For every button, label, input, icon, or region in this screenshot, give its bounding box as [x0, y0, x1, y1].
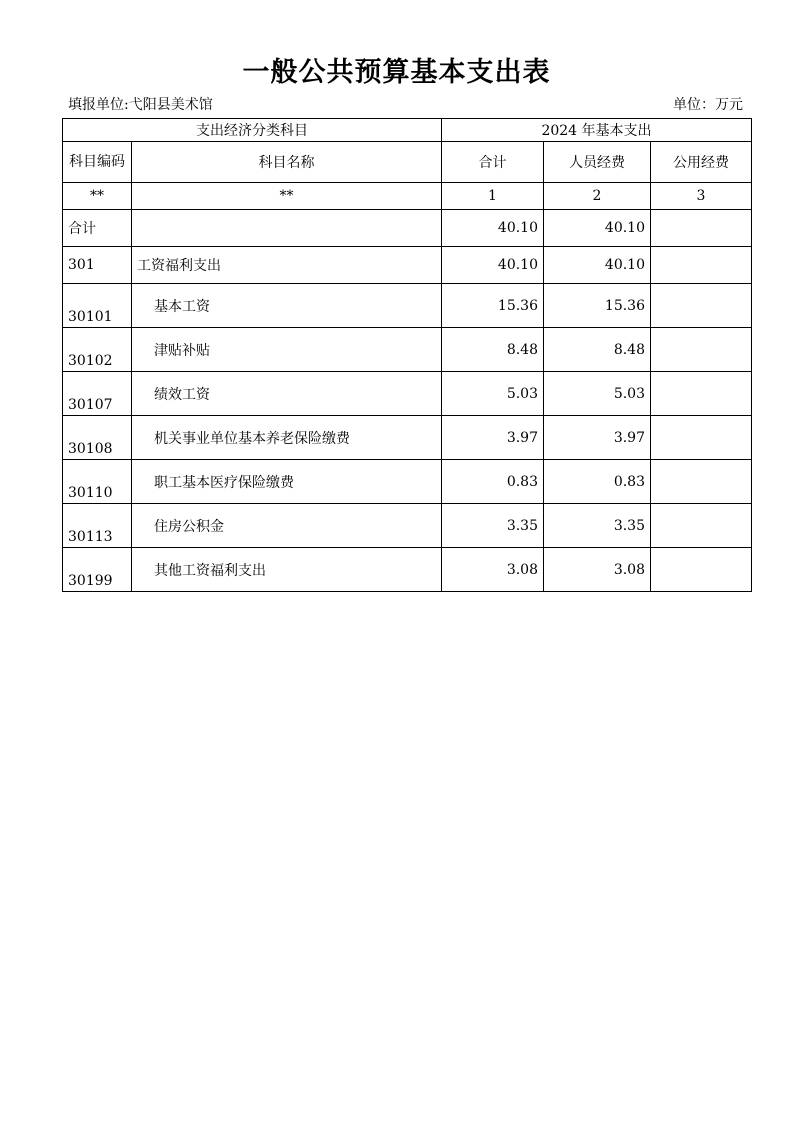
row-personnel: 3.35	[544, 504, 651, 548]
header-code: 科目编码	[63, 142, 132, 183]
row-public	[651, 328, 752, 372]
row-code: 30101	[63, 284, 132, 328]
row-total: 3.97	[442, 416, 544, 460]
row-total: 3.08	[442, 548, 544, 592]
row-code: 30110	[63, 460, 132, 504]
table-row	[63, 284, 752, 328]
index-cell: **	[63, 183, 132, 210]
table-row	[63, 548, 752, 592]
row-personnel: 5.03	[544, 372, 651, 416]
row-public	[651, 548, 752, 592]
header-group-left: 支出经济分类科目	[63, 119, 442, 142]
row-name: 其他工资福利支出	[132, 548, 442, 592]
row-code: 30113	[63, 504, 132, 548]
table-row	[63, 372, 752, 416]
row-name	[132, 210, 442, 247]
table-row	[63, 460, 752, 504]
table-row	[63, 247, 752, 284]
row-public	[651, 247, 752, 284]
unit-label: 单位：万元	[673, 97, 743, 113]
row-code: 30108	[63, 416, 132, 460]
row-personnel: 8.48	[544, 328, 651, 372]
table-row	[63, 328, 752, 372]
row-name: 津贴补贴	[132, 328, 442, 372]
row-public	[651, 416, 752, 460]
row-name: 职工基本医疗保险缴费	[132, 460, 442, 504]
row-personnel: 3.97	[544, 416, 651, 460]
row-total: 3.35	[442, 504, 544, 548]
header-name: 科目名称	[132, 142, 442, 183]
row-name: 住房公积金	[132, 504, 442, 548]
budget-table	[62, 118, 752, 592]
row-personnel: 0.83	[544, 460, 651, 504]
row-personnel: 40.10	[544, 210, 651, 247]
index-row	[63, 183, 752, 210]
fill-unit-label: 填报单位:弋阳县美术馆	[68, 97, 213, 113]
row-name: 机关事业单位基本养老保险缴费	[132, 416, 442, 460]
row-personnel: 3.08	[544, 548, 651, 592]
header-personnel: 人员经费	[544, 142, 651, 183]
index-cell: 3	[651, 183, 752, 210]
row-total: 8.48	[442, 328, 544, 372]
row-code: 301	[63, 247, 132, 284]
row-public	[651, 210, 752, 247]
index-cell: **	[132, 183, 442, 210]
header-group-right: 2024 年基本支出	[442, 119, 752, 142]
row-public	[651, 504, 752, 548]
row-total: 5.03	[442, 372, 544, 416]
row-code: 30199	[63, 548, 132, 592]
row-name: 绩效工资	[132, 372, 442, 416]
table-row	[63, 416, 752, 460]
row-public	[651, 372, 752, 416]
index-cell: 2	[544, 183, 651, 210]
row-public	[651, 284, 752, 328]
header-total: 合计	[442, 142, 544, 183]
row-public	[651, 460, 752, 504]
table-row-total	[63, 210, 752, 247]
row-total: 40.10	[442, 210, 544, 247]
row-total: 0.83	[442, 460, 544, 504]
row-total: 15.36	[442, 284, 544, 328]
row-personnel: 15.36	[544, 284, 651, 328]
table-row	[63, 504, 752, 548]
row-name: 工资福利支出	[132, 247, 442, 284]
page-title: 一般公共预算基本支出表	[242, 57, 551, 88]
row-code: 30107	[63, 372, 132, 416]
header-group-row	[63, 119, 752, 142]
row-total: 40.10	[442, 247, 544, 284]
index-cell: 1	[442, 183, 544, 210]
row-name: 基本工资	[132, 284, 442, 328]
row-personnel: 40.10	[544, 247, 651, 284]
header-public: 公用经费	[651, 142, 752, 183]
row-code: 30102	[63, 328, 132, 372]
row-code: 合计	[63, 210, 132, 247]
header-column-row	[63, 142, 752, 183]
